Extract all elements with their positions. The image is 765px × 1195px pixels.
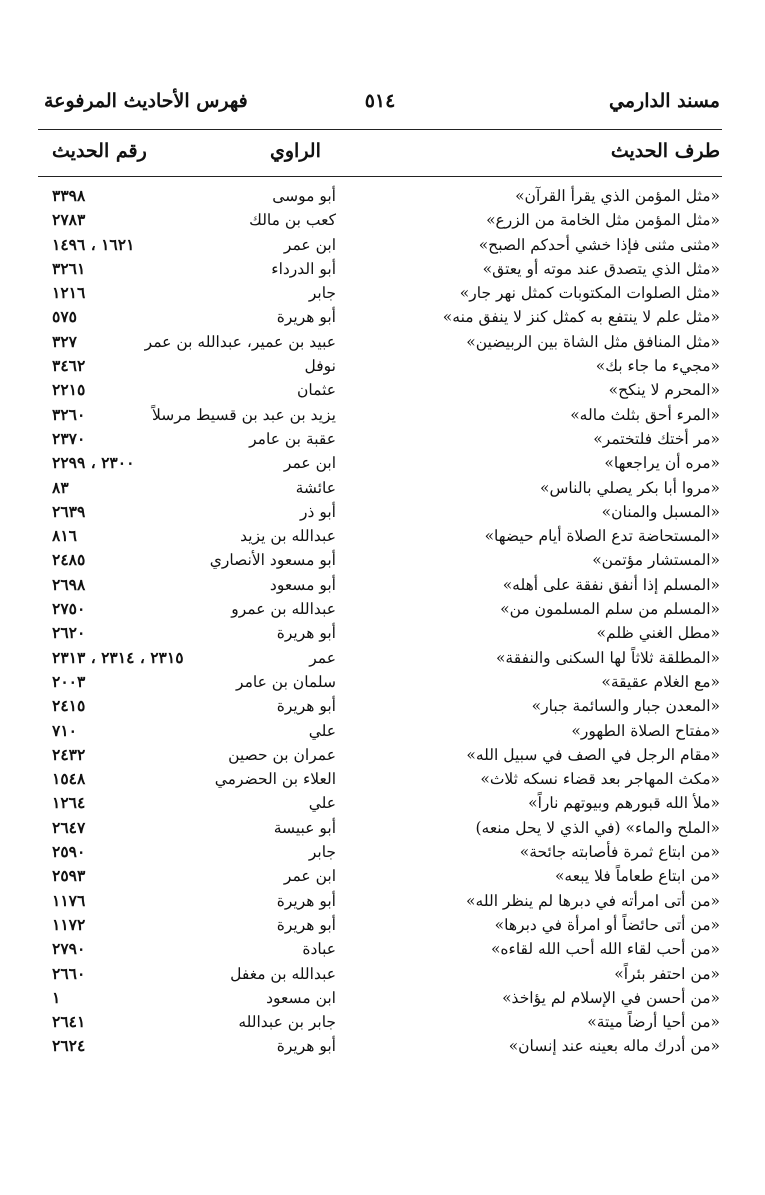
hadith-text: «من أحسن في الإسلام لم يؤاخذ» [502, 988, 720, 1007]
narrator: العلاء بن الحضرمي [214, 770, 336, 789]
hadith-number: ٣٢٦٠ [52, 404, 86, 424]
narrator: نوفل [304, 357, 336, 376]
hadith-text: «المسبل والمنان» [601, 502, 720, 521]
index-row [40, 623, 720, 647]
narrator: أبو ذر [300, 502, 336, 521]
hadith-text: «من أتى حائضاً أو امرأة في دبرها» [494, 915, 720, 934]
index-row [40, 599, 720, 623]
narrator: عائشة [295, 478, 336, 497]
narrator: أبو هريرة [276, 308, 336, 327]
index-row [40, 526, 720, 550]
narrator: ابن عمر [283, 454, 336, 473]
narrator: كعب بن مالك [249, 211, 336, 230]
narrator: عمر [309, 648, 336, 667]
narrator: علي [308, 794, 336, 813]
hadith-text: «المسلم من سلم المسلمون من» [500, 600, 720, 619]
narrator: علي [308, 721, 336, 740]
hadith-number: ٢٦٦٠ [52, 963, 86, 983]
narrator: جابر [308, 284, 336, 303]
narrator: أبو مسعود الأنصاري [209, 551, 336, 570]
narrator: عثمان [297, 381, 336, 400]
index-row [40, 696, 720, 720]
hadith-text: «ملأ الله قبورهم وبيوتهم ناراً» [528, 794, 720, 813]
hadith-text: «من أدرك ماله بعينه عند إنسان» [508, 1037, 720, 1056]
hadith-number: ١١٧٦ [52, 890, 86, 910]
hadith-number: ٢٤١٥ [52, 696, 86, 716]
index-row [40, 405, 720, 429]
hadith-number: ٢٥٩٣ [52, 866, 86, 886]
column-heading-divider [38, 176, 722, 177]
hadith-number: ٢٤٨٥ [52, 550, 86, 570]
hadith-number: ٢٦٩٨ [52, 574, 86, 594]
hadith-number: ٢٥٩٠ [52, 842, 86, 862]
book-title: مسند الدارمي [609, 90, 720, 112]
hadith-number: ٢٣١٥ ، ٢٣١٤ ، ٢٣١٣ [52, 647, 184, 667]
index-row [40, 502, 720, 526]
hadith-text: «مطل الغني ظلم» [596, 624, 720, 643]
hadith-number: ٢٦٤٧ [52, 817, 86, 837]
hadith-number: ٣٣٩٨ [52, 186, 86, 205]
hadith-number: ٢٤٣٢ [52, 744, 86, 764]
hadith-number: ٧١٠ [52, 720, 77, 740]
hadith-text: «مجيء ما جاء بك» [595, 357, 720, 376]
narrator: عبدالله بن يزيد [240, 527, 336, 546]
index-row [40, 915, 720, 939]
index-row [40, 672, 720, 696]
index-row [40, 186, 720, 210]
index-row [40, 356, 720, 380]
hadith-number: ١١٧٢ [52, 914, 86, 934]
index-row [40, 648, 720, 672]
index-row [40, 575, 720, 599]
index-row [40, 793, 720, 817]
hadith-text: «المطلقة ثلاثاً لها السكنى والنفقة» [495, 648, 720, 667]
index-row [40, 769, 720, 793]
hadith-text: «المستحاضة تدع الصلاة أيام حيضها» [484, 527, 720, 546]
narrator: أبو موسى [272, 187, 336, 205]
hadith-number: ١ [52, 987, 61, 1007]
narrator: أبو مسعود [269, 575, 336, 594]
hadith-number: ٢٧٩٠ [52, 939, 86, 959]
hadith-text: «مثل علم لا ينتفع به كمثل كنز لا ينفق منه» [442, 308, 720, 327]
hadith-text: «المحرم لا ينكح» [608, 381, 720, 400]
index-row [40, 964, 720, 988]
index-row [40, 891, 720, 915]
hadith-number: ٢٧٥٠ [52, 599, 86, 619]
narrator: عمران بن حصين [228, 745, 336, 764]
hadith-number: ٨١٦ [52, 526, 77, 546]
hadith-text: «مروا أبا بكر يصلي بالناس» [540, 478, 720, 497]
index-row [40, 478, 720, 502]
hadith-number: ٢٣٧٠ [52, 428, 86, 448]
hadith-text: «من أتى امرأته في دبرها لم ينظر الله» [466, 891, 720, 910]
column-headings [40, 140, 720, 170]
narrator: أبو هريرة [276, 891, 336, 910]
index-table [40, 186, 720, 1061]
hadith-number: ٣٤٦٢ [52, 356, 86, 376]
index-row [40, 307, 720, 331]
hadith-number: ٢٣٠٠ ، ٢٢٩٩ [52, 453, 135, 473]
hadith-number: ٢٠٠٣ [52, 671, 86, 691]
column-heading-hadith-text: طرف الحديث [610, 140, 720, 162]
narrator: عبادة [302, 940, 336, 959]
index-row [40, 818, 720, 842]
hadith-text: «المستشار مؤتمن» [592, 551, 720, 570]
hadith-text: «مر أختك فلتختمر» [593, 429, 720, 448]
index-row [40, 988, 720, 1012]
hadith-number: ٢٦٢٠ [52, 623, 86, 643]
index-row [40, 259, 720, 283]
index-row [40, 210, 720, 234]
column-heading-hadith-number: رقم الحديث [52, 140, 147, 162]
hadith-number: ١٢١٦ [52, 283, 86, 303]
narrator: جابر [308, 843, 336, 862]
hadith-text: «من أحيا أرضاً ميتة» [587, 1013, 720, 1032]
narrator: يزيد بن عبد بن قسيط مرسلاً [152, 405, 336, 424]
hadith-text: «من احتفر بئراً» [614, 964, 720, 983]
hadith-text: «الملح والماء» (في الذي لا يحل منعه) [475, 818, 720, 837]
header-divider [38, 129, 722, 130]
hadith-text: «مثل المؤمن مثل الخامة من الزرع» [486, 211, 720, 230]
hadith-text: «مثل الصلوات المكتوبات كمثل نهر جار» [459, 284, 720, 303]
hadith-text: «مثل المؤمن الذي يقرأ القرآن» [515, 187, 720, 205]
index-row [40, 1012, 720, 1036]
narrator: ابن عمر [283, 235, 336, 254]
hadith-number: ٢٦٢٤ [52, 1036, 86, 1056]
hadith-text: «المرء أحق بثلث ماله» [570, 405, 720, 424]
index-row [40, 745, 720, 769]
index-row [40, 866, 720, 890]
hadith-text: «مثنى مثنى فإذا خشي أحدكم الصبح» [478, 235, 720, 254]
hadith-number: ٣٢٦١ [52, 258, 86, 278]
index-row [40, 453, 720, 477]
index-row [40, 939, 720, 963]
narrator: أبو عبيسة [273, 818, 336, 837]
hadith-number: ٥٧٥ [52, 307, 77, 327]
narrator: أبو الدرداء [271, 259, 336, 278]
hadith-number: ٢٦٣٩ [52, 501, 86, 521]
narrator: عبدالله بن عمرو [231, 600, 336, 619]
index-row [40, 1036, 720, 1060]
index-row [40, 429, 720, 453]
index-row [40, 283, 720, 307]
hadith-text: «مقام الرجل في الصف في سبيل الله» [466, 745, 720, 764]
narrator: سلمان بن عامر [236, 672, 336, 691]
hadith-text: «مع الغلام عقيقة» [601, 672, 720, 691]
hadith-number: ١٥٤٨ [52, 769, 86, 789]
narrator: أبو هريرة [276, 915, 336, 934]
hadith-text: «مثل المنافق مثل الشاة بين الربيضين» [466, 332, 720, 351]
index-row [40, 332, 720, 356]
hadith-number: ٨٣ [52, 477, 69, 497]
hadith-number: ٣٢٧ [52, 331, 77, 351]
hadith-number: ١٦٢١ ، ١٤٩٦ [52, 234, 135, 254]
narrator: عبدالله بن مغفل [230, 964, 336, 983]
hadith-text: «من أحب لقاء الله أحب الله لقاءه» [490, 940, 720, 959]
page-number: ٥١٤ [364, 90, 396, 112]
section-title: فهرس الأحاديث المرفوعة [44, 90, 248, 112]
hadith-number: ٢٢١٥ [52, 380, 86, 400]
narrator: ابن عمر [283, 867, 336, 886]
narrator: عبيد بن عمير، عبدالله بن عمر [144, 332, 336, 351]
hadith-number: ١٢٦٤ [52, 793, 86, 813]
hadith-text: «المعدن جبار والسائمة جبار» [531, 697, 720, 716]
hadith-text: «مفتاح الصلاة الطهور» [571, 721, 720, 740]
index-row [40, 235, 720, 259]
narrator: أبو هريرة [276, 624, 336, 643]
running-header [40, 90, 720, 120]
hadith-text: «من ابتاع ثمرة فأصابته جائحة» [519, 843, 720, 862]
hadith-text: «المسلم إذا أنفق نفقة على أهله» [502, 575, 720, 594]
narrator: عقبة بن عامر [249, 429, 336, 448]
index-row [40, 550, 720, 574]
narrator: جابر بن عبدالله [238, 1013, 336, 1032]
index-row [40, 380, 720, 404]
narrator: أبو هريرة [276, 697, 336, 716]
index-row [40, 842, 720, 866]
narrator: أبو هريرة [276, 1037, 336, 1056]
hadith-text: «مره أن يراجعها» [604, 454, 720, 473]
index-row [40, 721, 720, 745]
hadith-number: ٢٧٨٣ [52, 210, 86, 230]
hadith-text: «مثل الذي يتصدق عند موته أو يعتق» [482, 259, 720, 278]
column-heading-narrator: الراوي [270, 140, 321, 162]
hadith-text: «من ابتاع طعاماً فلا يبعه» [554, 867, 720, 886]
hadith-text: «مكث المهاجر بعد قضاء نسكه ثلاث» [480, 770, 720, 789]
narrator: ابن مسعود [266, 988, 336, 1007]
hadith-number: ٢٦٤١ [52, 1012, 86, 1032]
